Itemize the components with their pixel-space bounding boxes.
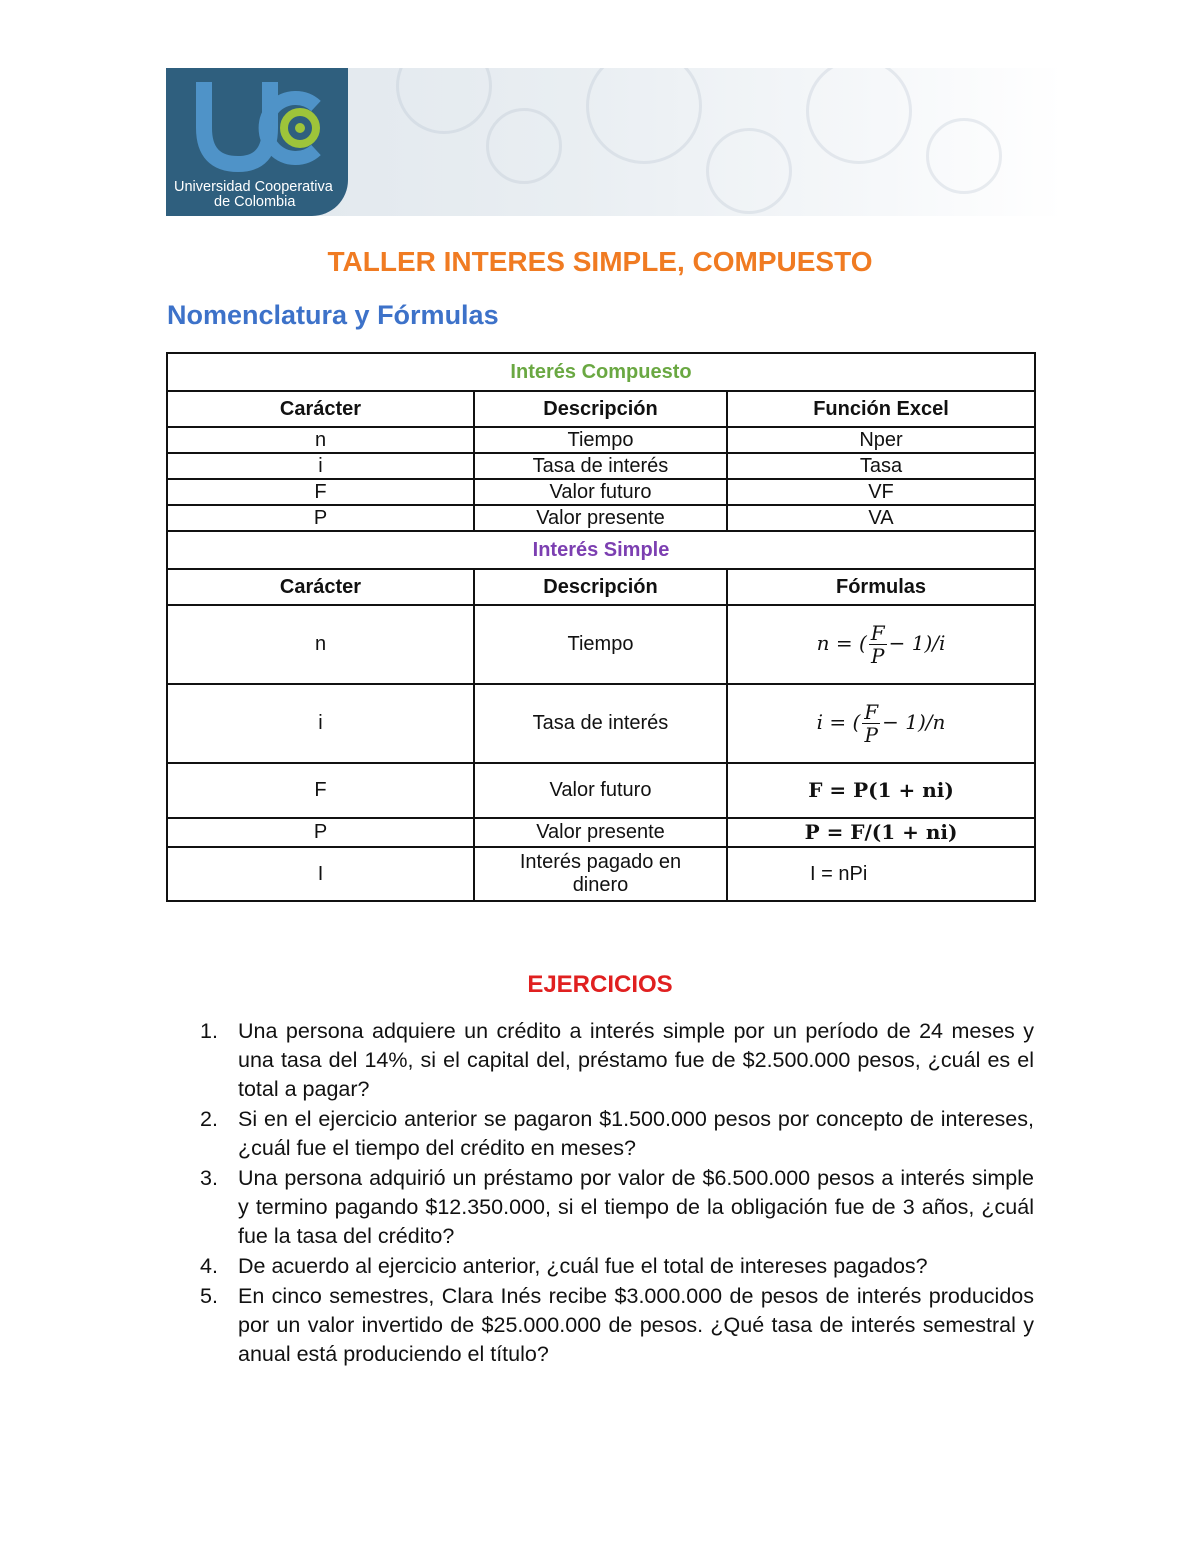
- header-banner: [166, 68, 1064, 216]
- desc-line: dinero: [572, 874, 629, 896]
- university-logo: [166, 68, 348, 216]
- section-subtitle: Nomenclatura y Fórmulas: [167, 300, 499, 330]
- item-number: 5.: [200, 1284, 218, 1308]
- formula-lhs: n = (: [816, 630, 867, 655]
- formula-future-value: [727, 763, 1035, 818]
- item-text: Si en el ejercicio anterior se pagaron $1.500.000 pesos por concepto de intereses, ¿cuál fue el tiempo del crédito en meses?: [238, 1107, 1034, 1160]
- table-cell: F: [167, 479, 474, 505]
- compuesto-header-desc: Descripción: [474, 391, 727, 427]
- list-item: [190, 1105, 1034, 1163]
- table-cell: i: [167, 684, 474, 763]
- table-cell: Nper: [727, 427, 1035, 453]
- formula-interest: I = nPi: [727, 847, 1035, 901]
- formula-numerator: F: [864, 700, 879, 724]
- table-cell: Tasa de interés: [474, 684, 727, 763]
- formula-rate: [727, 684, 1035, 763]
- simple-header-desc: Descripción: [474, 569, 727, 605]
- item-number: 4.: [200, 1254, 218, 1278]
- item-text: Una persona adquirió un préstamo por valor de $6.500.000 pesos a interés simple y termino pagando $12.350.000, si el tiempo de la obligación fue de 3 años, ¿cuál fue la tasa del crédito?: [238, 1166, 1034, 1248]
- simple-header-formulas: Fórmulas: [727, 569, 1035, 605]
- logo-name-line2: de Colombia: [214, 194, 296, 210]
- nomenclature-table: [166, 352, 1036, 902]
- list-item: [190, 1017, 1034, 1104]
- table-cell: P: [167, 818, 474, 847]
- exercises-title: EJERCICIOS: [527, 971, 673, 998]
- desc-line: Interés pagado en: [519, 851, 682, 873]
- item-text: Una persona adquiere un crédito a interés simple por un período de 24 meses y una tasa del 14%, si el capital del, préstamo fue de $2.500.000 pesos, ¿cuál es el total a pagar?: [238, 1019, 1034, 1101]
- formula-present-value: [727, 818, 1035, 847]
- table-cell: Tasa de interés: [474, 453, 727, 479]
- formula-time: [727, 605, 1035, 684]
- table-cell: n: [167, 605, 474, 684]
- item-text: De acuerdo al ejercicio anterior, ¿cuál fue el total de intereses pagados?: [238, 1254, 928, 1278]
- table-cell-interest: [474, 847, 727, 901]
- formula-rhs: − 1)/n: [882, 709, 946, 734]
- item-number: 2.: [200, 1107, 218, 1131]
- exercise-list: [190, 1017, 1034, 1370]
- logo-name-line1: Universidad Cooperativa: [174, 179, 333, 195]
- formula-numerator: F: [870, 621, 885, 645]
- table-cell: I: [167, 847, 474, 901]
- formula-text: F = P(1 + ni): [808, 778, 954, 802]
- table-cell: Tiempo: [474, 427, 727, 453]
- table-cell: n: [167, 427, 474, 453]
- formula-rhs: − 1)/i: [888, 630, 946, 655]
- table-cell: Valor futuro: [474, 479, 727, 505]
- list-item: [190, 1282, 1034, 1369]
- table-cell: Tiempo: [474, 605, 727, 684]
- compuesto-header-char: Carácter: [167, 391, 474, 427]
- table-cell: Valor futuro: [474, 763, 727, 818]
- list-item: [190, 1164, 1034, 1251]
- table-cell: P: [167, 505, 474, 531]
- table-cell: VF: [727, 479, 1035, 505]
- table-cell: F: [167, 763, 474, 818]
- table-cell: i: [167, 453, 474, 479]
- item-text: En cinco semestres, Clara Inés recibe $3.000.000 de pesos de interés producidos por un valor invertido de $25.000.000 de pesos. ¿Qué tasa de interés semestral y anual está produciendo el título?: [238, 1284, 1034, 1366]
- simple-header-char: Carácter: [167, 569, 474, 605]
- table-cell: Valor presente: [474, 505, 727, 531]
- document-title: TALLER INTERES SIMPLE, COMPUESTO: [327, 246, 873, 277]
- table-cell: Tasa: [727, 453, 1035, 479]
- table-cell: Valor presente: [474, 818, 727, 847]
- ucc-logo-icon: [166, 68, 348, 178]
- compuesto-title: Interés Compuesto: [167, 353, 1035, 391]
- item-number: 3.: [200, 1166, 218, 1190]
- item-number: 1.: [200, 1019, 218, 1043]
- compuesto-header-excel: Función Excel: [727, 391, 1035, 427]
- table-cell: VA: [727, 505, 1035, 531]
- formula-denominator: P: [870, 644, 885, 668]
- list-item: [190, 1252, 1034, 1281]
- formula-denominator: P: [864, 723, 878, 747]
- simple-title: Interés Simple: [167, 531, 1035, 569]
- formula-lhs: i = (: [816, 709, 861, 734]
- formula-text: P = F/(1 + ni): [804, 820, 958, 844]
